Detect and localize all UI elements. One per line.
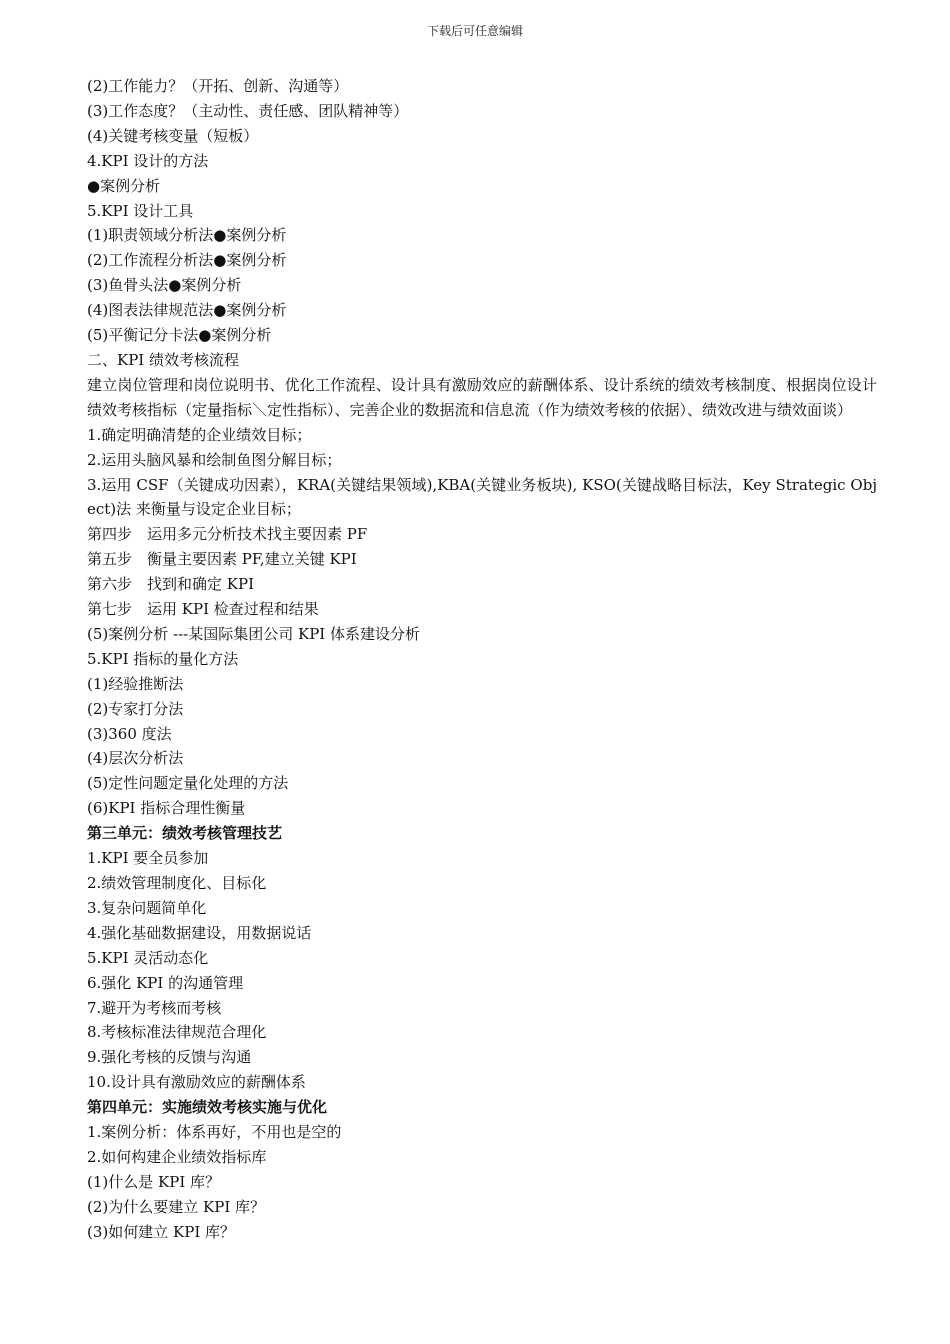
section-heading: 第三单元：绩效考核管理技艺 bbox=[87, 824, 283, 843]
document-body bbox=[87, 74, 877, 1245]
paragraph: 建立岗位管理和岗位说明书、优化工作流程、设计具有激励效应的薪酬体系、设计系统的绩效考核制度、根据岗位设计绩效考核指标（定量指标＼定性指标）、完善企业的数据流和信息流（作为绩效考核的依据）、绩效改进与绩效面谈） bbox=[87, 375, 877, 419]
text-line: 5.KPI 灵活动态化 bbox=[87, 948, 209, 967]
text-line: (2)工作流程分析法●案例分析 bbox=[87, 251, 287, 270]
text-line: (2)工作能力？（开拓、创新、沟通等） bbox=[87, 77, 349, 95]
text-line: 10.设计具有激励效应的薪酬体系 bbox=[87, 1073, 306, 1092]
text-line: 2.绩效管理制度化、目标化 bbox=[87, 874, 267, 892]
text-line: (1)经验推断法 bbox=[87, 674, 184, 693]
text-line: (2)专家打分法 bbox=[87, 699, 184, 718]
text-line: 第四步 运用多元分析技术找主要因素 PF bbox=[87, 525, 368, 544]
paragraph: 3.运用 CSF（关键成功因素），KRA(关键结果领域),KBA(关键业务板块), KSO(关键战略目标法，Key Strategic Object)法 来衡量与设定企业目标； bbox=[87, 475, 877, 519]
text-line: 9.强化考核的反馈与沟通 bbox=[87, 1048, 252, 1067]
text-line: 2.运用头脑风暴和绘制鱼图分解目标； bbox=[87, 450, 342, 469]
text-line: (4)关键考核变量（短板） bbox=[87, 126, 259, 145]
text-line: 第五步 衡量主要因素 PF,建立关键 KPI bbox=[87, 550, 357, 569]
text-line: (1)什么是 KPI 库？ bbox=[87, 1172, 221, 1191]
text-line: 8.考核标准法律规范合理化 bbox=[87, 1023, 267, 1042]
text-line: 5.KPI 指标的量化方法 bbox=[87, 649, 239, 668]
text-line: (6)KPI 指标合理性衡量 bbox=[87, 799, 246, 818]
text-line: (3)360 度法 bbox=[87, 724, 172, 743]
text-line: (2)为什么要建立 KPI 库？ bbox=[87, 1197, 266, 1216]
text-line: (4)层次分析法 bbox=[87, 749, 184, 768]
text-line: (3)鱼骨头法●案例分析 bbox=[87, 276, 242, 295]
text-line: 1.案例分析：体系再好，不用也是空的 bbox=[87, 1123, 342, 1142]
section-heading: 第四单元：实施绩效考核实施与优化 bbox=[87, 1098, 328, 1117]
text-line: (5)平衡记分卡法●案例分析 bbox=[87, 326, 272, 345]
text-line: 二、KPI 绩效考核流程 bbox=[87, 350, 239, 369]
text-line: (5)定性问题定量化处理的方法 bbox=[87, 774, 289, 793]
text-line: 第七步 运用 KPI 检查过程和结果 bbox=[87, 600, 319, 619]
text-line: 3.复杂问题简单化 bbox=[87, 898, 207, 917]
text-line: 1.KPI 要全员参加 bbox=[87, 849, 209, 868]
text-line: 2.如何构建企业绩效指标库 bbox=[87, 1147, 267, 1166]
text-line: 第六步 找到和确定 KPI bbox=[87, 575, 254, 594]
text-line: 4.强化基础数据建设，用数据说话 bbox=[87, 923, 312, 942]
text-line: (5)案例分析 ---某国际集团公司 KPI 体系建设分析 bbox=[87, 624, 420, 643]
text-line: 4.KPI 设计的方法 bbox=[87, 151, 209, 170]
text-line: 5.KPI 设计工具 bbox=[87, 201, 194, 220]
text-line: (1)职责领域分析法●案例分析 bbox=[87, 226, 287, 245]
text-line: (4)图表法律规范法●案例分析 bbox=[87, 301, 287, 320]
text-line: ●案例分析 bbox=[87, 176, 161, 195]
text-line: (3)工作态度？（主动性、责任感、团队精神等） bbox=[87, 101, 409, 120]
text-line: 1.确定明确清楚的企业绩效目标； bbox=[87, 425, 312, 444]
text-line: (3)如何建立 KPI 库？ bbox=[87, 1222, 236, 1241]
text-line: 6.强化 KPI 的沟通管理 bbox=[87, 973, 244, 992]
page-header: 下载后可任意编辑 bbox=[426, 24, 523, 38]
text-line: 7.避开为考核而考核 bbox=[87, 998, 222, 1017]
